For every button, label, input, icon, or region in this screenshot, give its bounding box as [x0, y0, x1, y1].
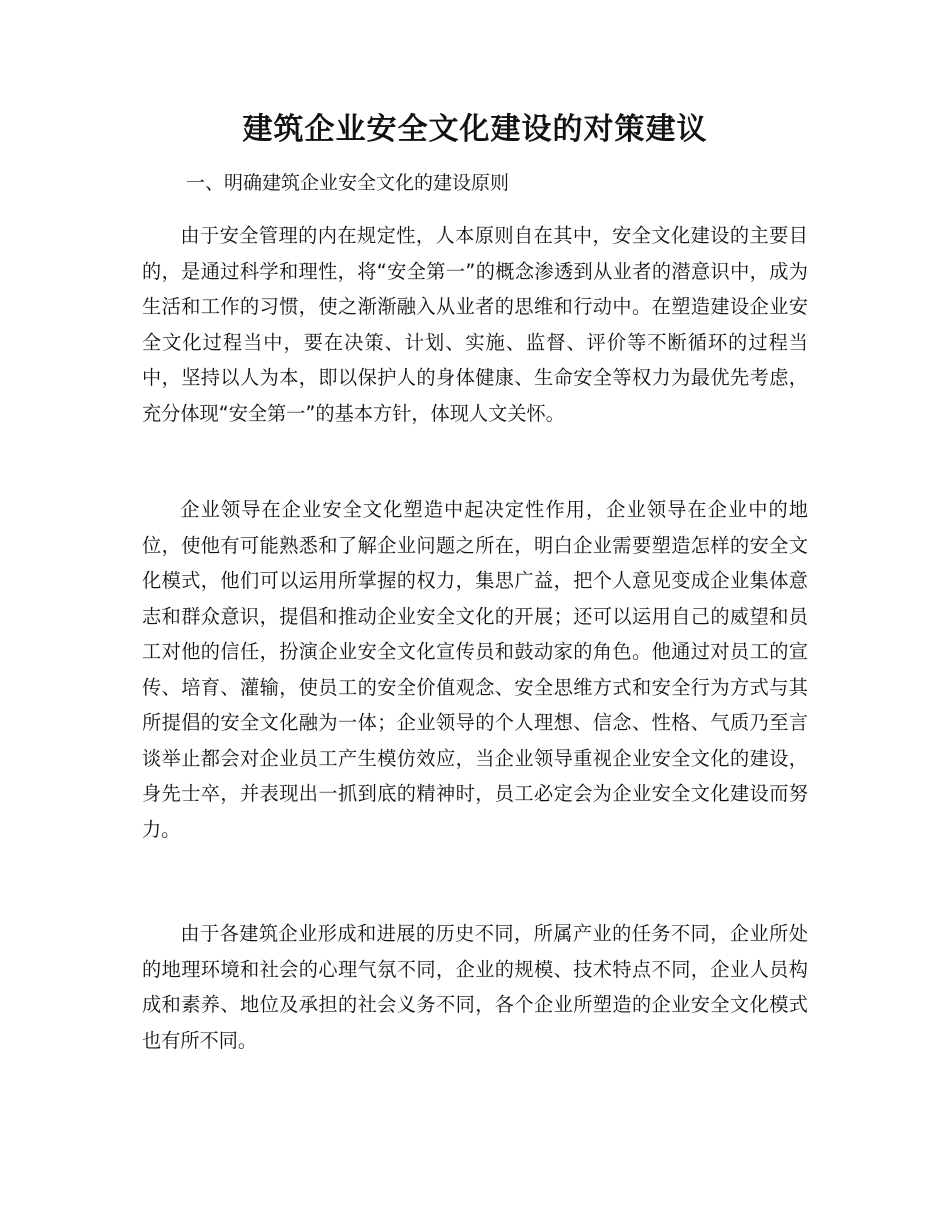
body-paragraph: 由于安全管理的内在规定性，人本原则自在其中，安全文化建设的主要目的，是通过科学和理性，将“安全第一”的概念渗透到从业者的潜意识中，成为生活和工作的习惯，使之渐渐融入从业者的思维和行动中。在塑造建设企业安全文化过程当中，要在决策、计划、实施、监督、评价等不断循环的过程当中，坚持以人为本，即以保护人的身体健康、生命安全等权力为最优先考虑，充分体现“安全第一”的基本方针，体现人文关怀。 [142, 224, 808, 425]
section-heading: 一、明确建筑企业安全文化的建设原则 [186, 172, 510, 194]
body-paragraph: 企业领导在企业安全文化塑造中起决定性作用，企业领导在企业中的地位，使他有可能熟悉和了解企业问题之所在，明白企业需要塑造怎样的安全文化模式，他们可以运用所掌握的权力，集思广益，把个人意见变成企业集体意志和群众意识，提倡和推动企业安全文化的开展；还可以运用自己的威望和员工对他的信任，扮演企业安全文化宣传员和鼓动家的角色。他通过对员工的宣传、培育、灌输，使员工的安全价值观念、安全思维方式和安全行为方式与其所提倡的安全文化融为一体；企业领导的个人理想、信念、性格、气质乃至言谈举止都会对企业员工产生模仿效应，当企业领导重视企业安全文化的建设，身先士卒，并表现出一抓到底的精神时，员工必定会为企业安全文化建设而努力。 [142, 498, 808, 841]
document-title: 建筑企业安全文化建设的对策建议 [242, 112, 708, 147]
body-paragraph: 由于各建筑企业形成和进展的历史不同，所属产业的任务不同，企业所处的地理环境和社会的心理气氛不同，企业的规模、技术特点不同，企业人员构成和素养、地位及承担的社会义务不同，各个企业所塑造的企业安全文化模式也有所不同。 [142, 922, 808, 1052]
